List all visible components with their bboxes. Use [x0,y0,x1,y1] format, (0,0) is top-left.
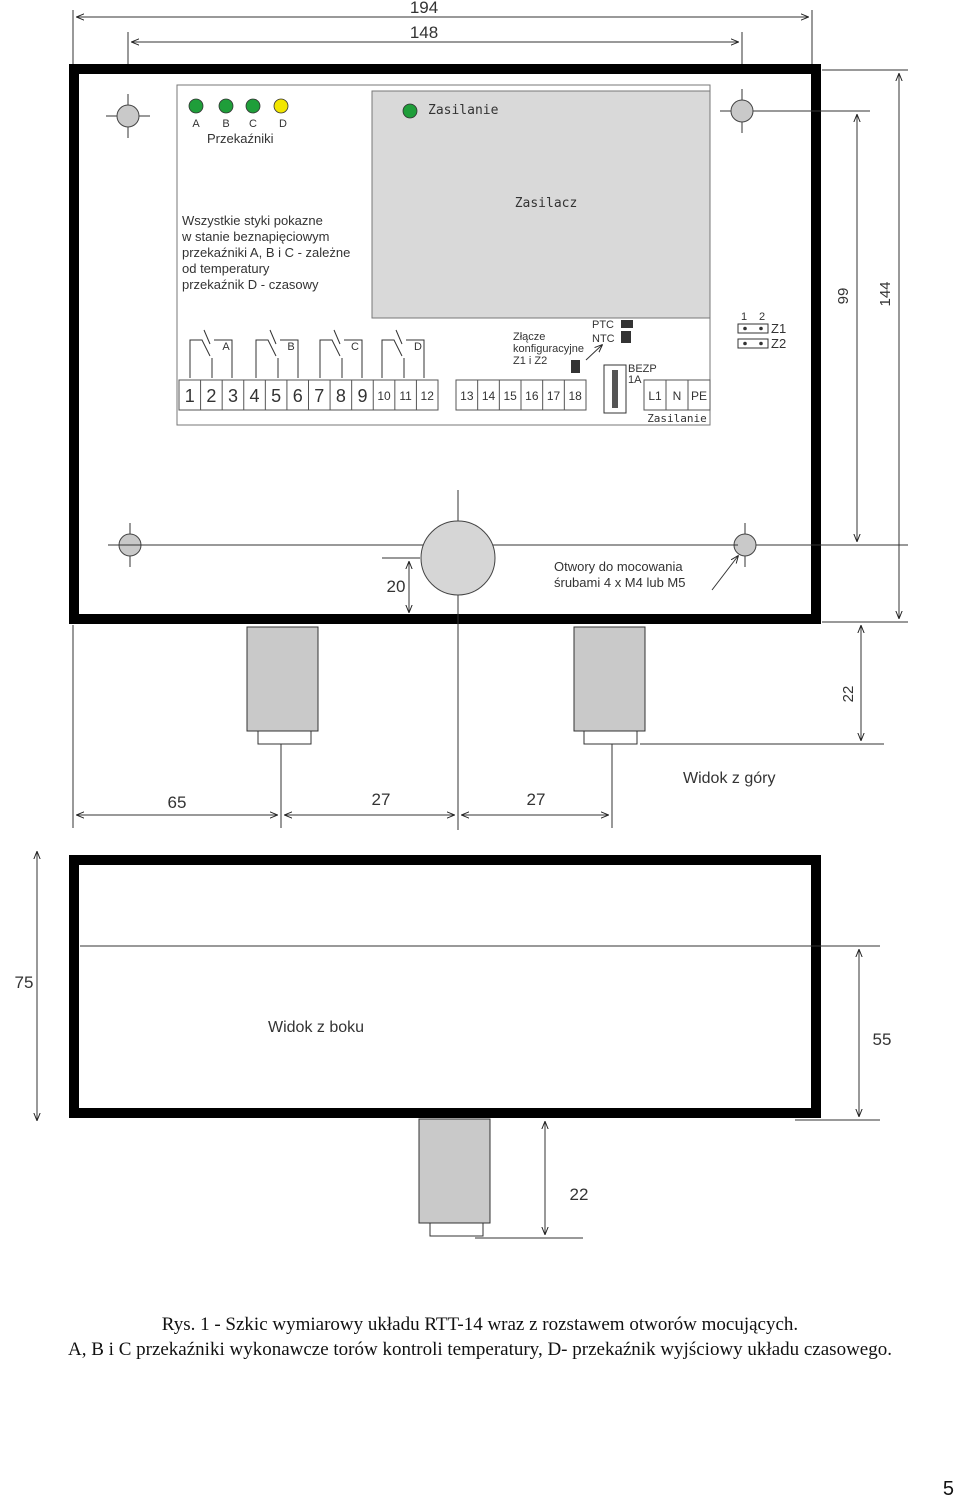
terminal-17: 17 [546,389,561,403]
terminal-9: 9 [357,386,368,406]
dim-27-a-label: 27 [371,790,391,809]
figure-caption-line-2: A, B i C przekaźniki wykonawcze torów kontroli temperatury, D- przekaźnik wyjściowy układu czasowego. [68,1339,892,1360]
enclosure-side-view [74,860,816,1113]
led-label-b: B [222,118,230,130]
note-line-5: przekaźnik D - czasowy [182,277,319,292]
terminal-3: 3 [227,386,238,406]
jumper-header-2: 2 [758,311,766,323]
jumper-z1-icon [738,324,768,333]
connector-label-3: Z1 i Z2 [513,355,548,367]
connector-ntc-label: NTC [592,333,615,345]
dim-144-label: 144 [877,281,894,307]
terminal-7: 7 [314,386,325,406]
power-led-label: Zasilanie [428,103,499,118]
terminal-14: 14 [481,389,496,403]
ntc-jumper-icon [621,331,631,343]
mounting-note-line-2: śrubami 4 x M4 lub M5 [554,575,686,590]
led-group-label: Przekaźniki [207,131,274,146]
led-label-c: C [249,118,257,130]
led-label-a: A [192,118,200,130]
jumper-z2-icon [738,339,768,348]
jumper-name-z1: Z1 [771,321,787,336]
terminal-15: 15 [503,389,517,403]
cable-gland-left [247,627,318,731]
dim-194-label: 194 [409,0,439,17]
mounting-note-line-1: Otwory do mocowania [554,559,683,574]
note-line-3: przekaźniki A, B i C - zależne [182,245,351,260]
terminal-12: 12 [420,389,434,403]
led-label-d: D [279,118,287,130]
dim-55-label: 55 [872,1030,892,1049]
relay-label-a: A [222,341,230,353]
dim-20-label: 20 [386,577,406,596]
fuse-label-2: 1A [628,374,642,386]
terminal-l1: L1 [648,389,662,403]
note-line-4: od temperatury [182,261,270,276]
connector-label-1: Złącze [513,331,546,343]
power-led-icon [403,104,417,118]
led-d-icon [274,99,288,113]
led-a-icon [189,99,203,113]
terminal-pe: PE [690,389,708,403]
led-c-icon [246,99,260,113]
dim-99-label: 99 [835,287,852,305]
dim-65-label: 65 [167,793,187,812]
fuse-label-1: BEZP [628,363,657,375]
power-supply-title: Zasilacz [514,196,578,211]
dim-27-b-label: 27 [526,790,546,809]
dim-75-label: 75 [14,973,34,992]
note-line-2: w stanie beznapięciowym [182,229,330,244]
note-line-1: Wszystkie styki pokazne [182,213,323,228]
terminal-power-label: Zasilanie [647,412,707,425]
terminal-6: 6 [292,386,303,406]
cable-entry-hole [421,521,495,595]
led-b-icon [219,99,233,113]
jumper-name-z2: Z2 [771,336,787,351]
dim-22-top-label: 22 [840,685,857,703]
terminal-5: 5 [271,386,282,406]
jumper-header-1: 1 [740,311,748,323]
terminal-2: 2 [206,386,217,406]
ptc-jumper-icon [621,320,633,328]
terminal-13: 13 [460,389,474,403]
cable-gland-side [419,1119,490,1223]
relay-label-d: D [414,341,422,353]
dim-148-label: 148 [409,23,439,42]
dim-22-side-label: 22 [569,1185,589,1204]
terminal-n: N [672,389,682,403]
figure-caption-line-1: Rys. 1 - Szkic wymiarowy układu RTT-14 wraz z rozstawem otworów mocujących. [161,1314,799,1335]
terminal-4: 4 [249,386,260,406]
terminal-8: 8 [335,386,346,406]
view-top-label: Widok z góry [683,770,776,787]
terminal-1: 1 [184,386,195,406]
cable-gland-right [574,627,645,731]
terminal-11: 11 [399,389,412,403]
relay-label-c: C [351,341,359,353]
config-connector-icon [571,360,580,373]
connector-label-2: konfiguracyjne [513,343,584,355]
page-number: 5 [942,1478,954,1500]
relay-label-b: B [287,341,295,353]
terminal-16: 16 [525,389,539,403]
terminal-10: 10 [377,389,391,403]
terminal-18: 18 [568,389,582,403]
connector-ptc-label: PTC [592,319,614,331]
view-side-label: Widok z boku [268,1019,365,1036]
